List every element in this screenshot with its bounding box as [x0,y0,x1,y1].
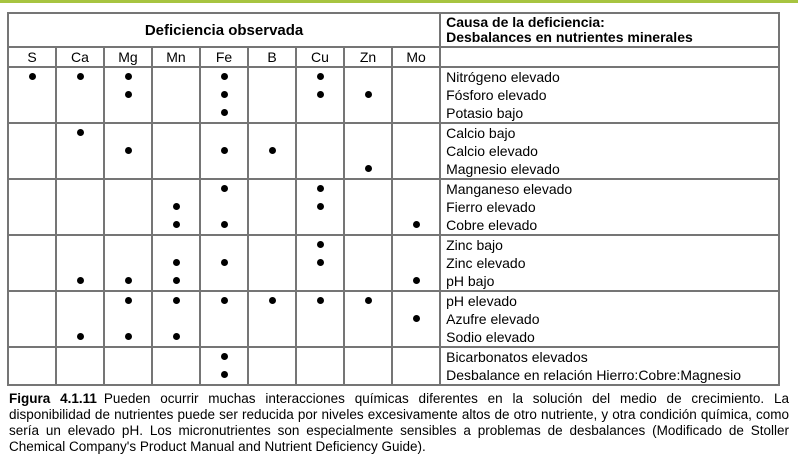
matrix-cell-s [8,291,56,310]
column-header-cu: Cu [296,47,344,67]
matrix-cell-fe [200,179,248,198]
matrix-cell-cu [296,160,344,179]
matrix-cell-s [8,254,56,272]
matrix-cell-cu [296,104,344,123]
matrix-cell-fe [200,160,248,179]
dot-icon [77,73,84,80]
matrix-cell-cu [296,328,344,347]
matrix-cell-cu [296,86,344,104]
matrix-cell-ca [56,198,104,216]
column-header-mo: Mo [392,47,440,67]
matrix-cell-ca [56,235,104,254]
column-header-mg: Mg [104,47,152,67]
matrix-cell-zn [344,328,392,347]
matrix-cell-fe [200,67,248,86]
matrix-cell-zn [344,254,392,272]
dot-icon [221,297,228,304]
matrix-cell-mn [152,67,200,86]
matrix-cell-cu [296,310,344,328]
dot-icon [365,297,372,304]
matrix-cell-zn [344,272,392,291]
matrix-cell-mg [104,198,152,216]
matrix-cell-ca [56,216,104,235]
cause-label: Nitrógeno elevado [440,67,779,86]
matrix-cell-fe [200,123,248,142]
dot-icon [413,221,420,228]
dot-icon [125,297,132,304]
matrix-cell-ca [56,86,104,104]
dot-icon [413,315,420,322]
dot-icon [317,203,324,210]
matrix-cell-cu [296,179,344,198]
matrix-cell-mn [152,198,200,216]
matrix-cell-fe [200,310,248,328]
matrix-cell-mo [392,272,440,291]
matrix-cell-cu [296,235,344,254]
caption-label: Figura 4.1.11 [9,391,97,406]
dot-icon [365,165,372,172]
matrix-cell-s [8,272,56,291]
matrix-cell-cu [296,291,344,310]
matrix-cell-cu [296,347,344,366]
cause-label: pH elevado [440,291,779,310]
dot-icon [365,91,372,98]
matrix-cell-fe [200,104,248,123]
matrix-cell-b [248,310,296,328]
matrix-cell-mn [152,291,200,310]
matrix-cell-zn [344,198,392,216]
dot-icon [125,91,132,98]
dot-icon [317,259,324,266]
matrix-cell-zn [344,67,392,86]
matrix-cell-mo [392,142,440,160]
dot-icon [125,147,132,154]
matrix-cell-b [248,216,296,235]
matrix-cell-mg [104,235,152,254]
header-causa [440,13,779,47]
matrix-cell-mo [392,291,440,310]
table-row [8,67,779,86]
matrix-cell-mo [392,254,440,272]
matrix-cell-zn [344,235,392,254]
cause-label: Fierro elevado [440,198,779,216]
matrix-cell-mg [104,310,152,328]
matrix-cell-mo [392,160,440,179]
dot-icon [221,73,228,80]
matrix-cell-mg [104,160,152,179]
matrix-cell-fe [200,198,248,216]
matrix-cell-ca [56,254,104,272]
matrix-cell-mg [104,216,152,235]
matrix-cell-ca [56,366,104,385]
column-header-b: B [248,47,296,67]
matrix-cell-mo [392,67,440,86]
matrix-cell-ca [56,179,104,198]
cause-label: Fósforo elevado [440,86,779,104]
matrix-cell-mg [104,104,152,123]
dot-icon [269,147,276,154]
matrix-cell-b [248,179,296,198]
cause-label: Calcio bajo [440,123,779,142]
matrix-cell-mn [152,328,200,347]
matrix-cell-b [248,347,296,366]
table-row [8,235,779,254]
matrix-cell-zn [344,123,392,142]
matrix-cell-mn [152,104,200,123]
caption-text: Pueden ocurrir muchas interacciones químicas diferentes en la solución del medio de crecimiento. La disponibilidad de nutrientes puede ser reducida por niveles excesivamente altos de otro nutriente, y otra condición química, como sería un elevado pH. Los micronutrientes son especialmente sensibles a problemas de desbalances (Modificado de Stoller Chemical Company's Product Manual and Nutrient Deficiency Guide). [9,391,789,454]
matrix-cell-ca [56,142,104,160]
matrix-cell-mn [152,142,200,160]
table-row [8,104,779,123]
column-header-zn: Zn [344,47,392,67]
matrix-cell-s [8,216,56,235]
matrix-cell-zn [344,160,392,179]
dot-icon [317,73,324,80]
matrix-cell-ca [56,104,104,123]
dot-icon [269,297,276,304]
cause-label: Calcio elevado [440,142,779,160]
matrix-cell-ca [56,291,104,310]
header-deficiencia-observada: Deficiencia observada [8,13,440,47]
table-row [8,254,779,272]
dot-icon [221,185,228,192]
matrix-cell-s [8,310,56,328]
matrix-cell-mn [152,179,200,198]
matrix-cell-b [248,198,296,216]
table-row [8,198,779,216]
dot-icon [173,333,180,340]
matrix-cell-ca [56,160,104,179]
matrix-cell-fe [200,254,248,272]
matrix-cell-mg [104,366,152,385]
cause-label: Zinc elevado [440,254,779,272]
matrix-cell-zn [344,179,392,198]
matrix-cell-fe [200,142,248,160]
cause-label: Desbalance en relación Hierro:Cobre:Magnesio [440,366,779,385]
matrix-cell-zn [344,216,392,235]
matrix-cell-zn [344,86,392,104]
matrix-cell-mg [104,254,152,272]
dot-icon [413,277,420,284]
table-row [8,160,779,179]
matrix-cell-mo [392,216,440,235]
matrix-cell-b [248,142,296,160]
matrix-cell-fe [200,328,248,347]
matrix-cell-mg [104,142,152,160]
matrix-cell-zn [344,310,392,328]
matrix-cell-fe [200,347,248,366]
cause-label: Bicarbonatos elevados [440,347,779,366]
matrix-cell-mn [152,347,200,366]
figure-caption [9,391,789,455]
cause-label: pH bajo [440,272,779,291]
matrix-cell-mo [392,347,440,366]
dot-icon [173,259,180,266]
matrix-cell-b [248,123,296,142]
matrix-cell-s [8,179,56,198]
matrix-cell-ca [56,310,104,328]
matrix-cell-b [248,291,296,310]
matrix-cell-zn [344,291,392,310]
matrix-cell-mg [104,123,152,142]
matrix-cell-mn [152,272,200,291]
table-row [8,86,779,104]
matrix-cell-mn [152,86,200,104]
matrix-cell-s [8,347,56,366]
matrix-cell-fe [200,86,248,104]
matrix-cell-b [248,104,296,123]
matrix-cell-ca [56,272,104,291]
matrix-cell-b [248,254,296,272]
matrix-cell-mg [104,86,152,104]
dot-icon [77,333,84,340]
matrix-cell-fe [200,216,248,235]
dot-icon [221,353,228,360]
dot-icon [317,297,324,304]
dot-icon [221,371,228,378]
matrix-cell-s [8,142,56,160]
cause-label: Cobre elevado [440,216,779,235]
matrix-cell-cu [296,123,344,142]
matrix-cell-mn [152,366,200,385]
matrix-cell-b [248,160,296,179]
matrix-cell-mo [392,86,440,104]
matrix-cell-mo [392,179,440,198]
dot-icon [125,73,132,80]
matrix-cell-zn [344,104,392,123]
matrix-cell-cu [296,216,344,235]
dot-icon [221,147,228,154]
matrix-cell-mo [392,310,440,328]
matrix-cell-mo [392,366,440,385]
matrix-cell-s [8,104,56,123]
matrix-cell-fe [200,366,248,385]
column-header-fe: Fe [200,47,248,67]
matrix-cell-zn [344,142,392,160]
matrix-cell-s [8,160,56,179]
column-header-s: S [8,47,56,67]
dot-icon [221,109,228,116]
matrix-cell-mn [152,160,200,179]
dot-icon [173,277,180,284]
matrix-cell-cu [296,254,344,272]
table-row [8,142,779,160]
table-row [8,291,779,310]
dot-icon [173,297,180,304]
dot-icon [125,333,132,340]
matrix-cell-b [248,86,296,104]
dot-icon [125,277,132,284]
matrix-cell-s [8,366,56,385]
table-row [8,310,779,328]
column-header-ca: Ca [56,47,104,67]
matrix-cell-b [248,272,296,291]
matrix-cell-mg [104,347,152,366]
matrix-cell-s [8,67,56,86]
table-row [8,179,779,198]
matrix-cell-mo [392,235,440,254]
matrix-cell-s [8,235,56,254]
dot-icon [221,221,228,228]
matrix-cell-ca [56,67,104,86]
matrix-cell-zn [344,347,392,366]
header-causa-line1: Causa de la deficiencia: [446,14,605,30]
matrix-cell-b [248,366,296,385]
matrix-cell-fe [200,272,248,291]
dot-icon [29,73,36,80]
matrix-cell-mg [104,272,152,291]
matrix-cell-ca [56,328,104,347]
matrix-cell-mg [104,328,152,347]
matrix-cell-s [8,328,56,347]
matrix-cell-ca [56,347,104,366]
matrix-cell-b [248,235,296,254]
matrix-cell-mg [104,291,152,310]
matrix-cell-mn [152,254,200,272]
matrix-cell-s [8,86,56,104]
matrix-cell-cu [296,198,344,216]
dot-icon [317,91,324,98]
matrix-cell-cu [296,272,344,291]
cause-label: Potasio bajo [440,104,779,123]
matrix-cell-zn [344,366,392,385]
top-rule [0,0,798,3]
cause-label: Azufre elevado [440,310,779,328]
matrix-body [8,67,779,385]
matrix-cell-b [248,328,296,347]
cause-label: Magnesio elevado [440,160,779,179]
matrix-cell-s [8,123,56,142]
matrix-cell-cu [296,142,344,160]
dot-icon [221,259,228,266]
matrix-cell-b [248,67,296,86]
column-header-mn: Mn [152,47,200,67]
cause-header-spacer [440,47,779,67]
table-row [8,272,779,291]
cause-label: Manganeso elevado [440,179,779,198]
dot-icon [173,221,180,228]
matrix-cell-fe [200,291,248,310]
matrix-cell-mo [392,104,440,123]
matrix-cell-cu [296,67,344,86]
table-header-row-1 [8,13,779,47]
header-causa-line2: Desbalances en nutrientes minerales [446,29,693,45]
matrix-cell-mo [392,198,440,216]
deficiency-matrix-table [7,12,780,386]
matrix-cell-mg [104,67,152,86]
table-row [8,216,779,235]
matrix-cell-mn [152,216,200,235]
dot-icon [173,203,180,210]
dot-icon [317,241,324,248]
table-header-row-2 [8,47,779,67]
cause-label: Zinc bajo [440,235,779,254]
table-row [8,347,779,366]
table-row [8,123,779,142]
matrix-cell-cu [296,366,344,385]
matrix-cell-mg [104,179,152,198]
table-row [8,366,779,385]
matrix-cell-mn [152,310,200,328]
table-row [8,328,779,347]
matrix-cell-ca [56,123,104,142]
dot-icon [317,185,324,192]
matrix-cell-s [8,198,56,216]
matrix-cell-mo [392,123,440,142]
matrix-cell-mn [152,123,200,142]
matrix-cell-fe [200,235,248,254]
cause-label: Sodio elevado [440,328,779,347]
dot-icon [221,91,228,98]
matrix-cell-mn [152,235,200,254]
dot-icon [77,277,84,284]
matrix-cell-mo [392,328,440,347]
dot-icon [77,129,84,136]
